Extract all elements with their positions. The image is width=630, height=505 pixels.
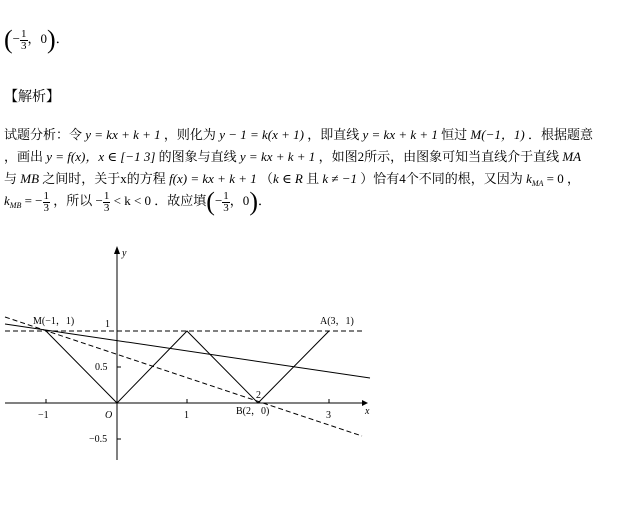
origin-label: O xyxy=(105,410,113,421)
answer-fraction: $\frac{1}{3}$ xyxy=(21,27,27,52)
function-curve xyxy=(46,331,329,403)
point-A-label: A(3，1) xyxy=(320,316,354,327)
tick-label-x-1: 1 xyxy=(184,410,189,421)
x-axis-label: x xyxy=(365,406,370,417)
answer-line xyxy=(4,25,69,55)
answer-dot: ． xyxy=(55,31,69,46)
analysis-line-1: 试题分析：令 y = kx + k + 1 ，则化为 y − 1 = k(x + 1) ，即直线 y = kx + k + 1 恒过 M(−1，1) ．根据题意 xyxy=(4,127,593,142)
left-paren: ( xyxy=(4,25,13,55)
analysis-line-3: 与 MB 之间时，关于x的方程 f(x) = kx + k + 1 （k ∈ R 且 k ≠ −1 ）恰有4个不同的根，又因为 $k_{MA} = 0$ ， xyxy=(4,171,580,188)
function-graph-figure xyxy=(0,240,380,470)
point-2-label: 2 xyxy=(256,390,261,401)
point-M-label: M(−1，1) xyxy=(33,316,75,327)
tick-label-x-neg1: −1 xyxy=(38,410,49,421)
y-axis-label: y xyxy=(122,248,127,259)
point-B-label: B(2，0) xyxy=(236,406,270,417)
tick-label-y-05: 0.5 xyxy=(95,362,108,373)
section-title: 【解析】 xyxy=(4,90,60,105)
answer-minus: − xyxy=(12,31,21,46)
tick-label-y-neg05: −0.5 xyxy=(89,434,108,445)
y-axis-arrow xyxy=(114,246,120,254)
tick-label-x-3: 3 xyxy=(326,410,331,421)
analysis-line-4: $k_{MB}$ = − $\frac{1}{3}$ ，所以 − $\frac{1}{3}$ < k < 0 ．故应填(− $\frac{1}{3}$ ，0)． xyxy=(4,187,271,217)
right-paren: ) xyxy=(47,25,56,55)
answer-tail: ，0 xyxy=(27,31,48,46)
analysis-line-2: ，画出 y = f(x)，x ∈ [−1 3] 的图象与直线 y = kx + k + 1 ，如图2所示，由图象可知当直线介于直线 MA xyxy=(4,149,582,164)
tick-label-y-1: 1 xyxy=(105,319,110,330)
